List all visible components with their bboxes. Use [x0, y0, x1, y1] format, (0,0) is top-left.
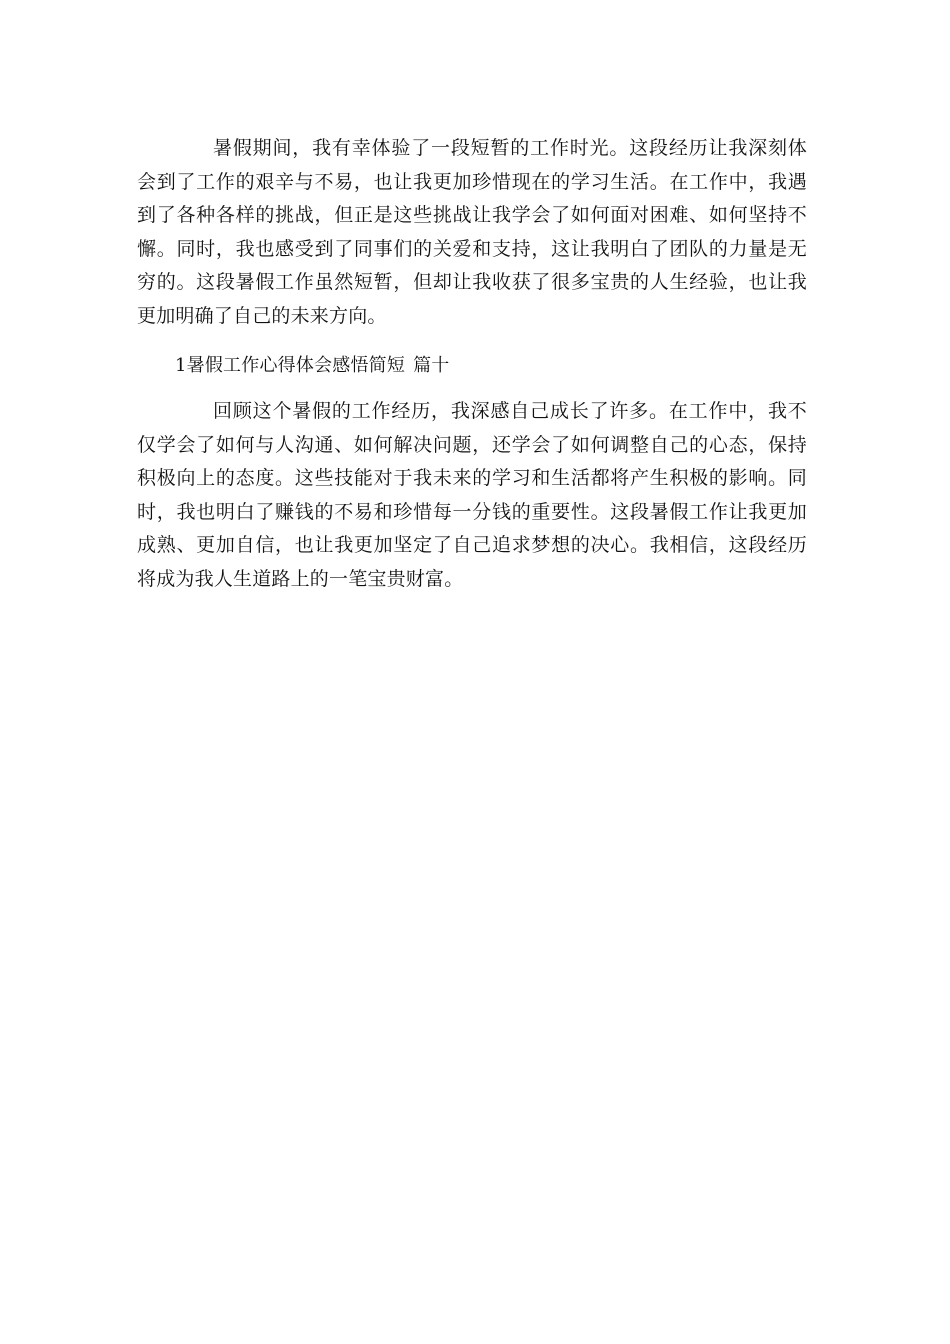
section-heading [137, 351, 807, 381]
section-heading-title: 1暑假工作心得体会感悟简短 [175, 355, 406, 376]
paragraph-summer-work-experience: 暑假期间，我有幸体验了一段短暂的工作时光。这段经历让我深刻体会到了工作的艰辛与不易，也让我更加珍惜现在的学习生活。在工作中，我遇到了各种各样的挑战，但正是这些挑战让我学会了如何面对困难、如何坚持不懈。同时，我也感受到了同事们的关爱和支持，这让我明白了团队的力量是无穷的。这段暑假工作虽然短暂，但却让我收获了很多宝贵的人生经验，也让我更加明确了自己的未来方向。 [137, 137, 807, 327]
section-heading-number: 篇十 [413, 355, 450, 376]
paragraph-summer-work-reflection: 回顾这个暑假的工作经历，我深感自己成长了许多。在工作中，我不仅学会了如何与人沟通、如何解决问题，还学会了如何调整自己的心态，保持积极向上的态度。这些技能对于我未来的学习和生活都将产生积极的影响。同时，我也明白了赚钱的不易和珍惜每一分钱的重要性。这段暑假工作让我更加成熟、更加自信，也让我更加坚定了自己追求梦想的决心。我相信，这段经历将成为我人生道路上的一笔宝贵财富。 [137, 400, 807, 590]
document-body [137, 132, 807, 596]
